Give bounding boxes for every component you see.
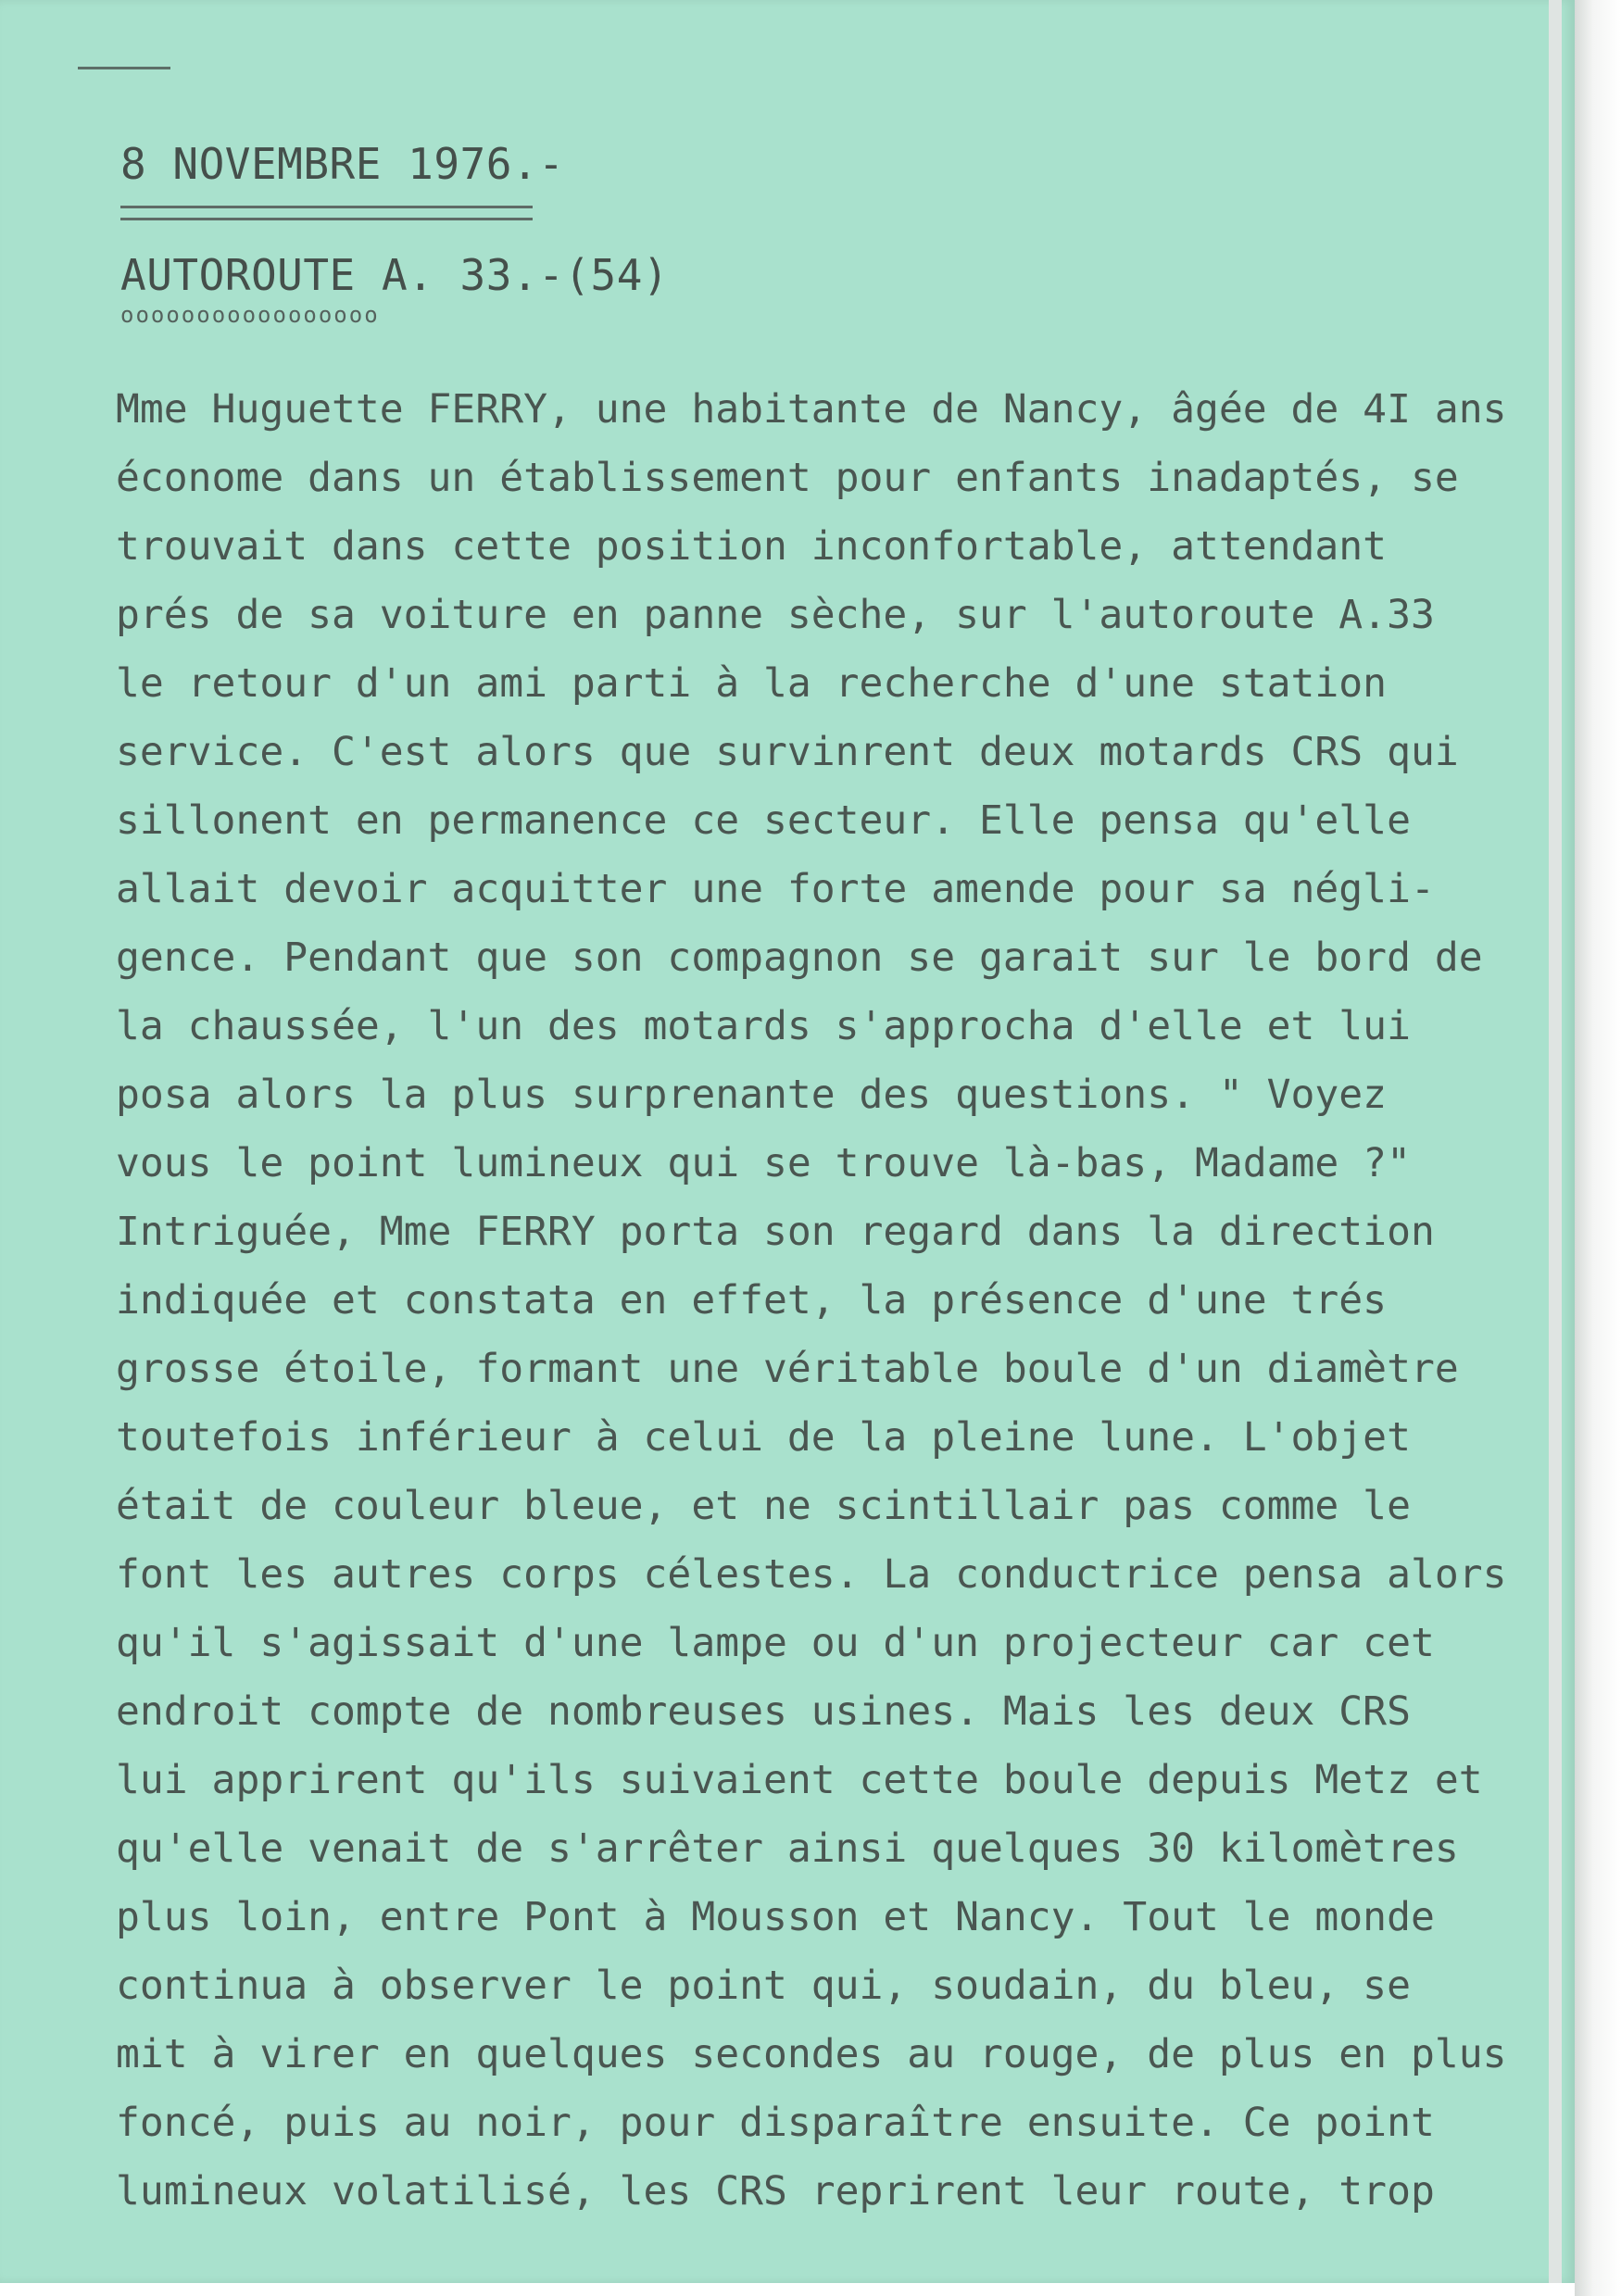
text-line: Intriguée, Mme FERRY porta son regard dans la direction [116,1209,1435,1255]
text-line: sillonent en permanence ce secteur. Elle pensa qu'elle [116,797,1411,844]
text-line: économe dans un établissement pour enfants inadaptés, se [116,455,1459,501]
text-line: trouvait dans cette position inconfortable, attendant [116,523,1388,570]
text-line: gence. Pendant que son compagnon se garait sur le bord de [116,935,1483,981]
text-line: lui apprirent qu'ils suivaient cette boule depuis Metz et [116,1757,1483,1803]
document-location: AUTOROUTE A. 33.-(54) [120,250,670,300]
text-line: était de couleur bleue, et ne scintillair pas comme le [116,1483,1411,1529]
text-line: foncé, puis au noir, pour disparaître ensuite. Ce point [116,2100,1435,2146]
text-line: vous le point lumineux qui se trouve là-bas, Madame ?" [116,1140,1411,1186]
text-line: lumineux volatilisé, les CRS reprirent leur route, trop [116,2168,1435,2214]
text-line: plus loin, entre Pont à Mousson et Nancy. Tout le monde [116,1894,1435,1940]
text-line: posa alors la plus surprenante des questions. " Voyez [116,1072,1388,1118]
text-line: qu'il s'agissait d'une lampe ou d'un projecteur car cet [116,1620,1435,1666]
text-line: mit à virer en quelques secondes au rouge, de plus en plus [116,2031,1507,2077]
text-line: service. C'est alors que survinrent deux motards CRS qui [116,729,1459,775]
scan-background-edge [1575,0,1621,2296]
text-line: toutefois inférieur à celui de la pleine lune. L'objet [116,1414,1411,1461]
text-line: prés de sa voiture en panne sèche, sur l'autoroute A.33 [116,592,1435,638]
text-line: endroit compte de nombreuses usines. Mais les deux CRS [116,1688,1411,1735]
text-line: la chaussée, l'un des motards s'approcha d'elle et lui [116,1003,1411,1049]
text-line: indiquée et constata en effet, la présence d'une trés [116,1277,1388,1324]
text-line: grosse étoile, formant une véritable boule d'un diamètre [116,1346,1459,1392]
document-date: 8 NOVEMBRE 1976.- [120,139,565,189]
body-text [116,375,1561,2226]
text-line: Mme Huguette FERRY, une habitante de Nancy, âgée de 4I ans [116,386,1507,433]
top-margin-dash [78,67,170,69]
text-line: le retour d'un ami parti à la recherche d'une station [116,660,1388,707]
text-line: qu'elle venait de s'arrêter ainsi quelques 30 kilomètres [116,1826,1459,1872]
location-underline: ooooooooooooooooo [120,302,380,328]
text-line: allait devoir acquitter une forte amende pour sa négli- [116,866,1435,912]
paper-right-edge [1549,0,1562,2283]
text-line: font les autres corps célestes. La conductrice pensa alors [116,1551,1507,1598]
date-underline [120,206,533,220]
text-line: continua à observer le point qui, soudain, du bleu, se [116,1963,1411,2009]
